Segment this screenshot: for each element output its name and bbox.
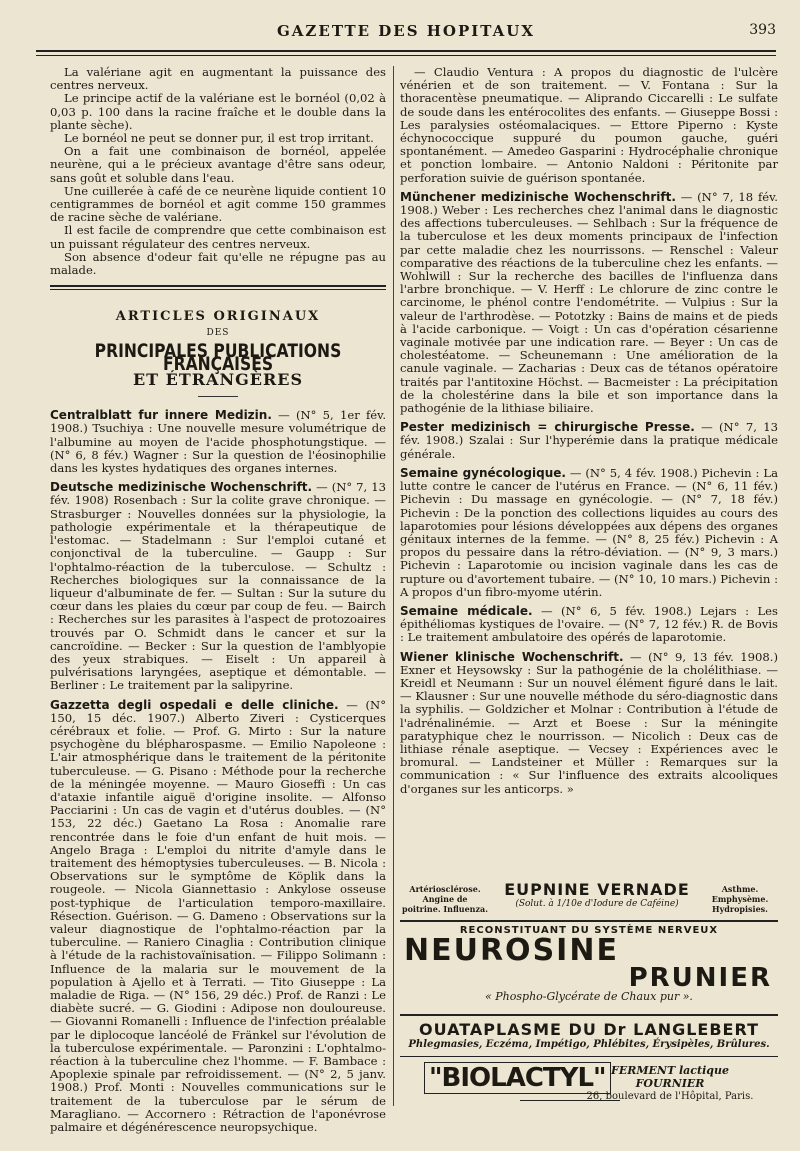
ad-biolactyl-line1: FERMENT lactique FOURNIER bbox=[611, 1064, 729, 1090]
intro-paragraph: On a fait une combinaison de bornéol, appelée neurène, qui a le précieux avantage d'être sans odeur, sans goût et soluble dans l'eau. bbox=[50, 144, 386, 185]
entry-text: — (N° 9, 13 fév. 1908.) Exner et Heysowsky : Sur la pathogénie de la cholélithiase. — Kreidl et Neumann : Sur un nouvel élément figuré dans le lait. — Klausner : Sur une nouvelle méthode du séro-diagnostic dans la syphilis. — Goldzicher et Molnar : Contribution à l'étude de l'adrénalinémie. — Arzt et Boese : Sur la méningite paratyphique chez le nourrisson. — Nicolich : Deux cas de lithiase rénale aseptique. — Vecsey : Expériences avec le bromural. — Landsteiner et Müller : Remarques sur la communication : « Sur l'influence des extraits alcooliques d'organes sur les anticorps. » bbox=[400, 649, 778, 796]
article-entry bbox=[50, 409, 386, 475]
header-rule-thick bbox=[36, 50, 776, 52]
short-rule bbox=[198, 396, 238, 397]
header-rule-thin bbox=[36, 55, 776, 56]
ad-eupnine-brand: EUPNINE VERNADE bbox=[504, 880, 690, 899]
entry-text: — (N° 7, 13 fév. 1908.) Szalai : Sur l'hyperémie dans la pratique médicale générale. bbox=[400, 420, 778, 461]
journal-name: Wiener klinische Wochenschrift. bbox=[400, 649, 624, 664]
entry-text: — Claudio Ventura : A propos du diagnostic de l'ulcère vénérien et de son traitement. — V. Fontana : Sur la thoracentèse pneumatique. — Aliprando Ciccarelli : Le sulfate de soude dans les entérocolites des enfants. — Giuseppe Bossi : Les paralysies ostéomalaciques. — Ettore Piperno : Kyste échynococcique suppuré du poumon gauche, guéri spontanément. — Amedeo Gasparini : Hydrocéphalie chronique et ponction lombaire. — Antonio Naldoni : Péritonite par perforation suivie de guérison spontanée. bbox=[400, 65, 778, 185]
ad-ouataplasme bbox=[400, 1014, 778, 1057]
article-entry bbox=[400, 191, 778, 415]
ad-neurosine-tag: RECONSTITUANT DU SYSTÈME NERVEUX bbox=[459, 925, 719, 936]
ad-eupnine bbox=[400, 880, 778, 918]
article-entry bbox=[400, 605, 778, 645]
ad-biolactyl-logo: "BIOLACTYL" bbox=[424, 1062, 611, 1094]
journal-name: Semaine gynécologique. bbox=[400, 465, 566, 480]
journal-name: Pester medizinisch = chirurgische Presse. bbox=[400, 420, 695, 435]
intro-paragraph: Son absence d'odeur fait qu'elle ne répugne pas au malade. bbox=[50, 249, 386, 278]
ad-eupnine-indications: Artériosclérose. Angine de poitrine. Influenza. bbox=[402, 884, 489, 914]
journal-name: Gazzetta degli ospedali e delle cliniche. bbox=[50, 697, 339, 712]
entry-text: — (N° 5, 4 fév. 1908.) Pichevin : La lutte contre le cancer de l'utérus en France. — (N° 6, 11 fév.) Pichevin : Du massage en gynécologie. — (N° 7, 18 fév.) Pichevin : De la ponction des collections liquides au cours des laparotomies pour lésions développées aux dépens des organes génitaux internes de la femme. — (N° 8, 25 fév.) Pichevin : A propos du pessaire dans la rétro-déviation. — (N° 9, 3 mars.) Pichevin : Laparotomie ou incision vaginale dans les cas de rupture ou d'avortement tubaire. — (N° 10, 10 mars.) Pichevin : A propos d'un fibro-myome utérin. bbox=[400, 465, 778, 599]
article-entry bbox=[400, 467, 778, 599]
column-divider bbox=[393, 66, 394, 1106]
ad-biolactyl-text bbox=[580, 1064, 760, 1103]
left-column bbox=[50, 66, 386, 1140]
article-entry bbox=[400, 651, 778, 796]
ad-eupnine-center bbox=[492, 880, 702, 909]
article-entry bbox=[50, 481, 386, 692]
entry-text: — (N° 7, 18 fév. 1908.) Weber : Les recherches chez l'animal dans le diagnostic des affections tuberculeuses. — Sehlbach : Sur la fréquence de la tuberculose et les deux moments principaux de l'infection par cette maladie chez les nourrissons. — Renschel : Valeur comparative des réactions de la tuberculine chez les enfants. — Wohlwill : Sur la recherche des bacilles de l'influenza dans l'arbre bronchique. — V. Herff : Le chlorure de zinc contre le carcinome, le phénol contre l'endométrite. — Vulpius : Sur la valeur de l'arthrodèse. — Pototzky : Bains de mains et de pieds à l'acide carbonique. — Voigt : Un cas d'opération césarienne vaginale motivée par une indication rare. — Beyer : Un cas de cholestéatome. — Scheunemann : Une amélioration de la canule vaginale. — Zacharias : Deux cas de tétanos opératoire traités par l'antitoxine Höchst. — Bacmeister : La précipitation de la cholestérine dans la bile et son importance dans la pathogénie de la lithiase biliaire. bbox=[400, 189, 778, 416]
ad-neurosine-slogan: « Phospho-Glycérate de Chaux pur ». bbox=[485, 990, 693, 1003]
ad-neurosine-brand: NEUROSINE bbox=[404, 933, 619, 968]
journal-name: Deutsche medizinische Wochenschrift. bbox=[50, 480, 313, 495]
entry-text: — (N° 7, 13 fév. 1908) Rosenbach : Sur la colite grave chronique. — Strasburger : Nouvelles données sur la physiologie, la pathologie expérimentale et la thérapeutique de l'estomac. — Stadelmann : Sur l'emploi cutané et conjonctival de la tuberculine. — Gaupp : Sur l'ophtalmo-réaction de la tuberculose. — Schultz : Recherches biologiques sur la connaissance de la liqueur d'albuminate de fer. — Sultan : Sur la suture du cœur dans les plaies du cœur par coup de feu. — Bairch : Recherches sur les parasites à l'aspect de protozoaires trouvés par O. Schmidt dans le cancer et sur la cancroïdine. — Becker : Sur la question de l'amblyopie des yeux strabiques. — Eiselt : Un appareil à pulvérisations laryngées, aseptique et démontable. — Berliner : Le traitement par la salipyrine. bbox=[50, 480, 386, 693]
entry-text: — (N° 6, 5 fév. 1908.) Lejars : Les épithéliomas kystiques de l'ovaire. — (N° 7, 12 fév.) R. de Bovis : Le traitement ambulatoire des opérés de laparotomie. bbox=[400, 603, 778, 645]
right-column bbox=[400, 66, 778, 802]
intro-paragraph: Le principe actif de la valériane est le bornéol (0,02 à 0,03 p. 100 dans la racine fraîche et le double dans la plante sèche). bbox=[50, 91, 386, 132]
journal-name: Semaine médicale. bbox=[400, 603, 533, 618]
entry-text: — (N° 150, 15 déc. 1907.) Alberto Ziveri : Cysticerques cérébraux et folie. — Prof. G. Mirto : Sur la nature psychogène du blépharospasme. — Emilio Napoleone : L'air atmosphérique dans le traitement de la péritonite tuberculeuse. — G. Pisano : Méthode pour la recherche de la méningée moyenne. — Mauro Gioseffi : Un cas d'ataxie infantile aiguë d'origine insolite. — Alfonso Pacciarini : Un cas de vagin et d'utérus doubles. — (N° 153, 22 déc.) Gaetano La Rosa : Anomalie rare rencontrée dans le foie d'un enfant de huit mois. — Angelo Braga : L'emploi du nitrite d'amyle dans le traitement des hémoptysies tuberculeuses. — B. Nicola : Observations sur le symptôme de Köplik dans la rougeole. — Nicola Giannettasio : Ankylose osseuse post-typhique de l'articulation temporo-maxillaire. Résection. Guérison. — G. Dameno : Observations sur la valeur diagnostique de l'ophtalmo-réaction par la tuberculine. — Raniero Cinaglia : Contribution clinique à l'étude de la rachistovaïnisation. — Filippo Solimann : Influence de la malaria sur le mouvement de la population à Ajello et à Terrati. — Tito Giuseppe : La maladie de Riga. — (N° 156, 29 déc.) Prof. de Ranzi : Le diabète sucré. — G. Giodini : Adipose non douloureuse. — Giovanni Romanelli : Influence de l'infection préalable par le diplocoque lancéolé de Fränkel sur l'évolution de la tuberculose expérimentale. — Paronzini : L'ophtalmo-réaction à la tuberculine chez l'homme. — F. Bambace : Apoplexie spinale par refroidissement. — (N° 2, 5 janv. 1908.) Prof. Monti : Nouvelles communications sur le traitement de la tuberculose par le sérum de Maragliano. — Accornero : Rétraction de l'aponévrose palmaire et dégénérescence neuropsychique. bbox=[50, 697, 386, 1135]
page-number: 393 bbox=[749, 22, 776, 38]
journal-name: Münchener medizinische Wochenschrift. bbox=[400, 189, 676, 204]
section-separator bbox=[50, 285, 386, 290]
ad-eupnine-indications-right: Asthme. Emphysème. Hydropisies. bbox=[711, 884, 769, 914]
article-entry bbox=[50, 699, 386, 1135]
intro-paragraph: Il est facile de comprendre que cette combinaison est un puissant régulateur des centres nerveux. bbox=[50, 223, 386, 251]
section-headline: PRINCIPALES PUBLICATIONS FRANÇAISES bbox=[94, 339, 342, 375]
ad-ouataplasme-sub: Phlegmasies, Eczéma, Impétigo, Phlébites, Érysipèles, Brûlures. bbox=[408, 1039, 770, 1050]
ad-biolactyl-line2: 26, boulevard de l'Hôpital, Paris. bbox=[586, 1091, 754, 1102]
closing-rule bbox=[520, 1100, 620, 1101]
ad-biolactyl bbox=[400, 1060, 778, 1102]
ad-neurosine bbox=[400, 920, 778, 1016]
page-header bbox=[36, 22, 776, 46]
ad-ouataplasme-brand: OUATAPLASME DU Dr LANGLEBERT bbox=[419, 1020, 759, 1039]
journal-title: GAZETTE DES HOPITAUX bbox=[276, 22, 535, 40]
section-subheadline: ET ÉTRANGÈRES bbox=[132, 370, 303, 390]
entry-text: — (N° 5, 1er fév. 1908.) Tsuchiya : Une nouvelle mesure volumétrique de l'albumine au moyen de l'acide phosphotungstique. — (N° 6, 8 fév.) Wagner : Sur la question de l'éosinophilie dans les kystes hydatiques des organes internes. bbox=[50, 408, 387, 476]
article-entry bbox=[400, 421, 778, 461]
ad-neurosine-brand2: PRUNIER bbox=[628, 963, 772, 993]
section-title: ARTICLES ORIGINAUX bbox=[115, 309, 321, 325]
journal-name: Centralblatt fur innere Medizin. bbox=[50, 408, 272, 423]
intro-paragraph: Une cuillerée à café de ce neurène liquide contient 10 centigrammes de bornéol et agit comme 150 grammes de racine sèche de valériane. bbox=[50, 183, 386, 225]
section-des: DES bbox=[206, 328, 230, 339]
article-entry bbox=[400, 66, 778, 185]
ad-eupnine-sub: (Solut. à 1/10e d'Iodure de Caféine) bbox=[515, 899, 679, 909]
intro-paragraph: La valériane agit en augmentant la puissance des centres nerveux. bbox=[50, 65, 386, 93]
intro-paragraph: Le bornéol ne peut se donner pur, il est trop irritant. bbox=[64, 131, 374, 146]
